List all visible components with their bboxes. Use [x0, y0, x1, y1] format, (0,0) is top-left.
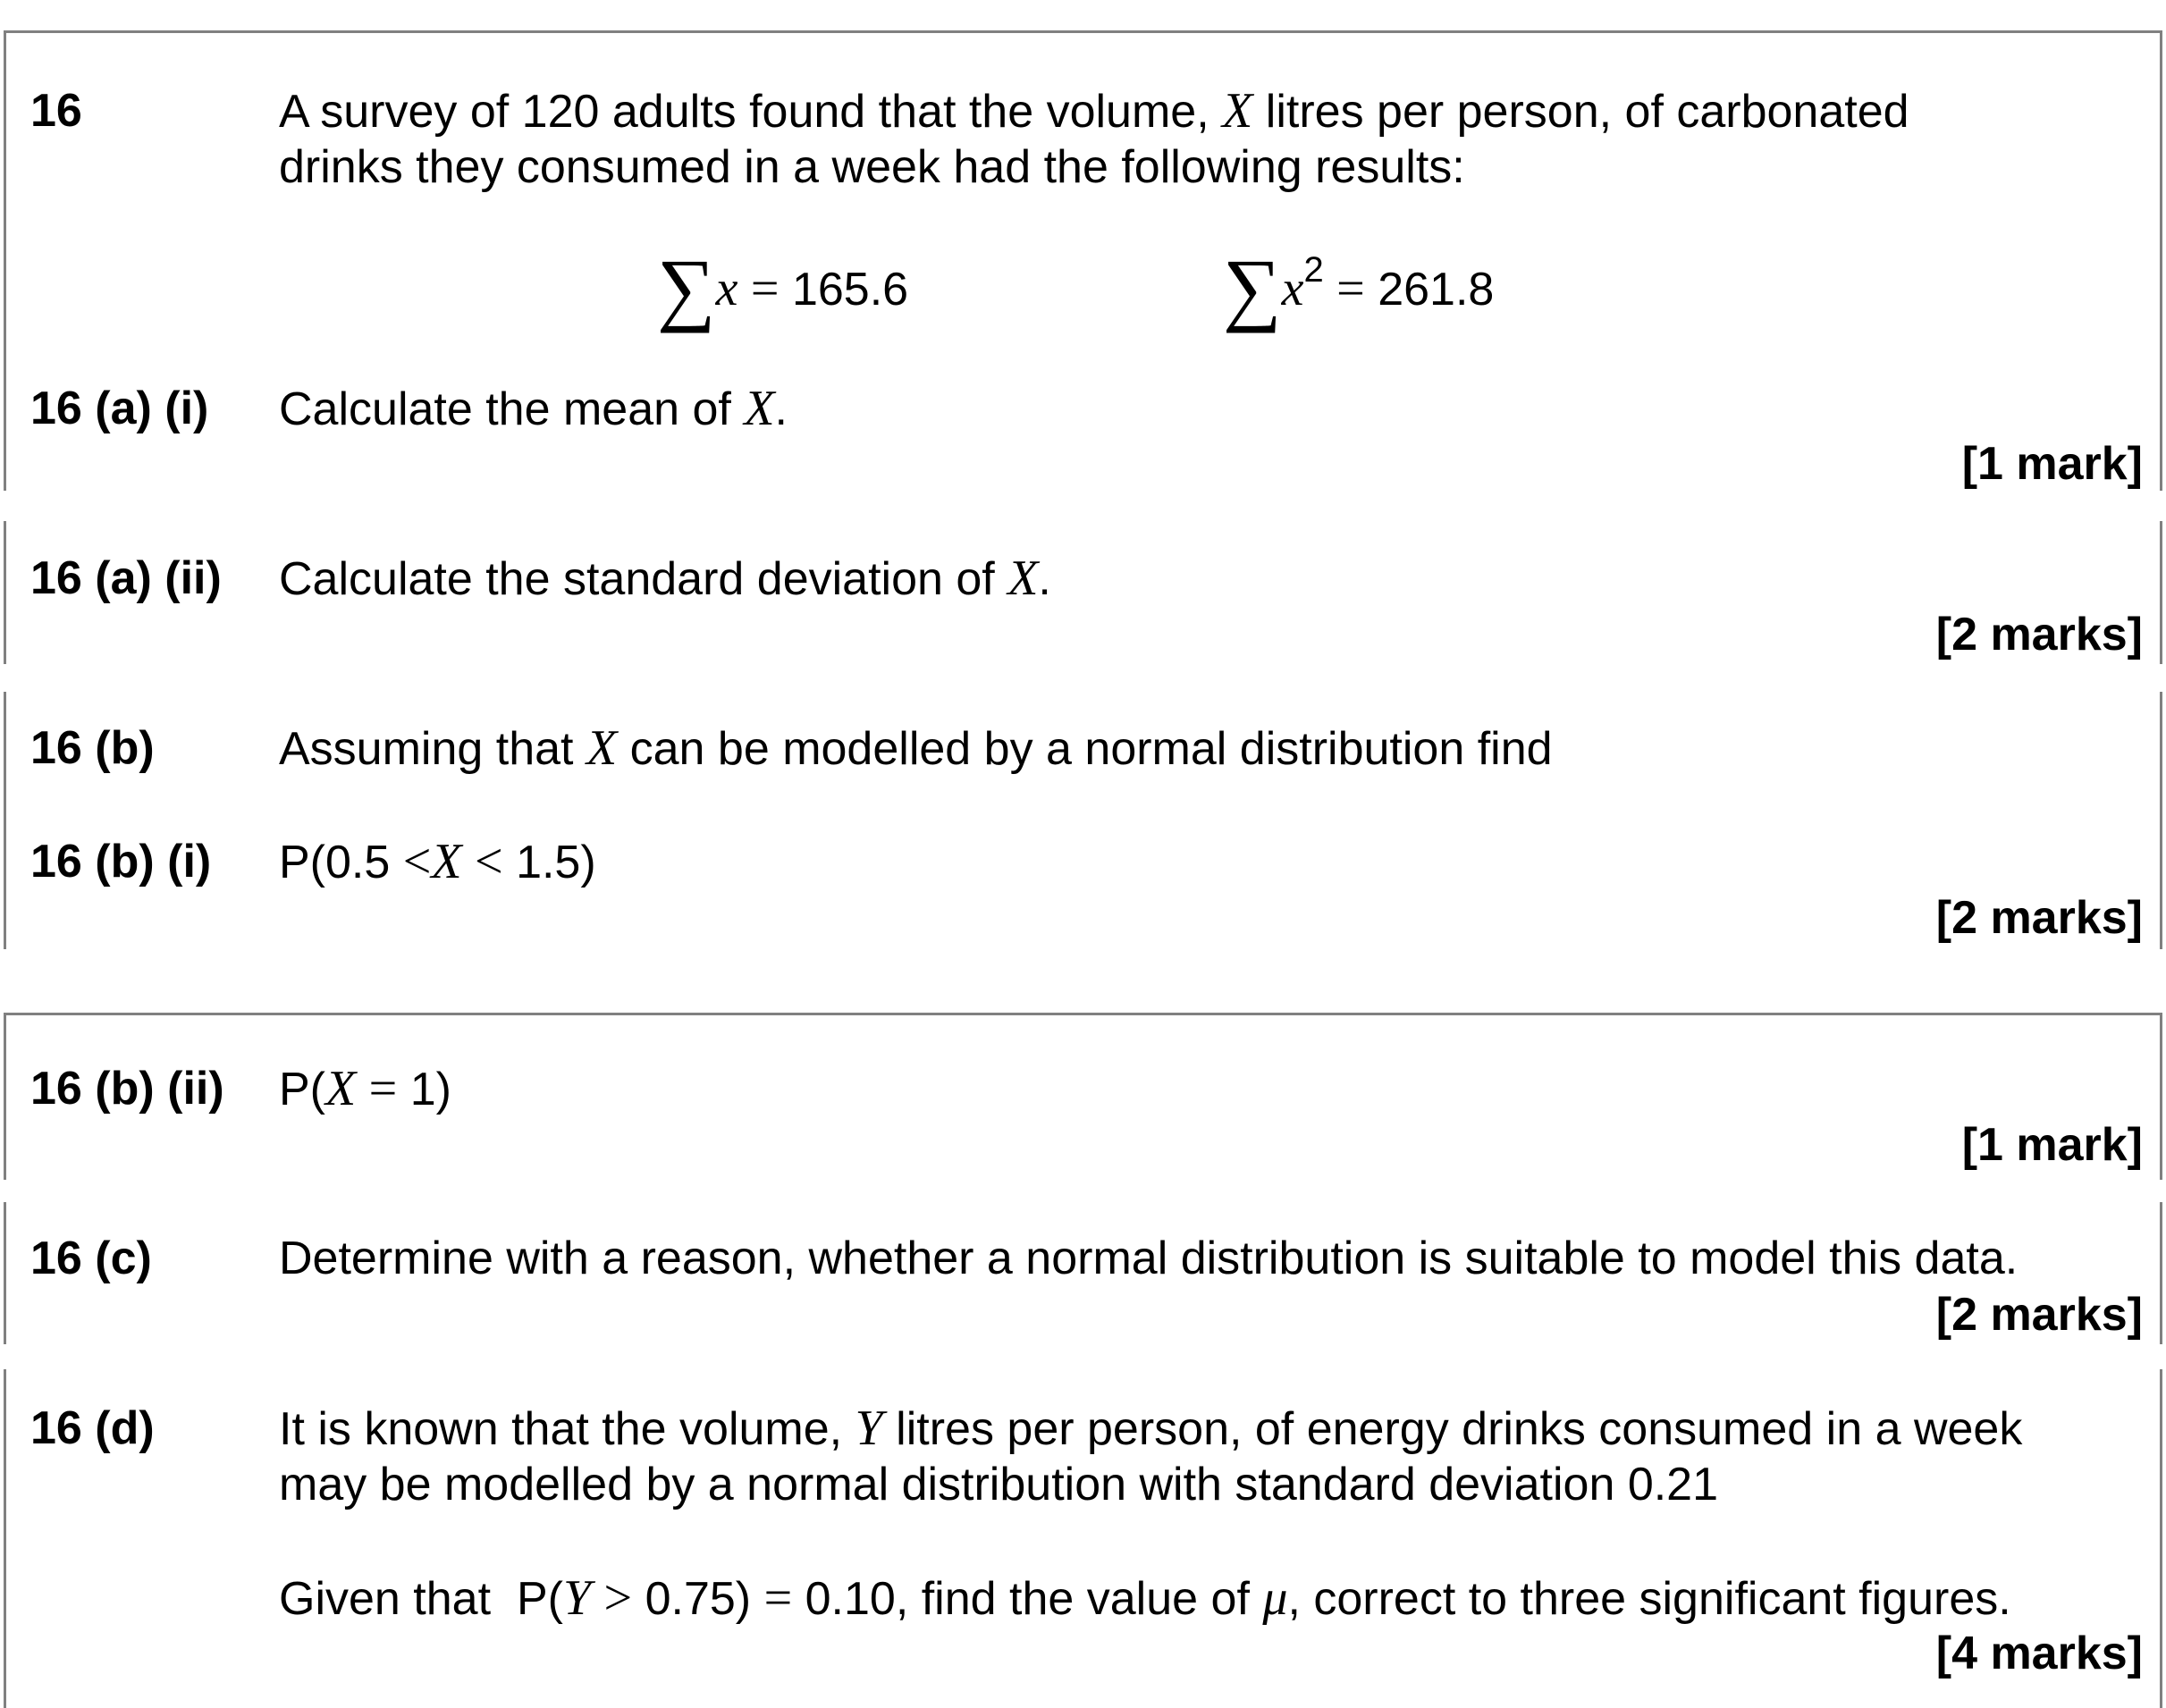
question-16b-ii-mark: [1 mark] [1961, 1119, 2143, 1171]
sum-x-squared-equation: $\sum x^2 = 261.8$ [1223, 242, 1495, 333]
mu-symbol: μ [1262, 1570, 1288, 1626]
box6-left-border [4, 1369, 6, 1708]
question-16a-ii-label: 16 (a) (ii) [30, 552, 222, 604]
box3-right-border [2160, 692, 2162, 949]
box2-right-border [2160, 521, 2162, 664]
question-16b-ii-text: P(X = 1) [279, 1061, 451, 1116]
box1-top-border [4, 30, 2162, 33]
question-16b-i-mark: [2 marks] [1935, 892, 2143, 944]
question-16c-mark: [2 marks] [1935, 1289, 2143, 1341]
box5-left-border [4, 1202, 6, 1344]
box1-left-border [4, 30, 6, 491]
question-16b-i-label: 16 (b) (i) [30, 836, 212, 888]
question-16b-text: Assuming that X can be modelled by a normal distribution find [279, 720, 1553, 776]
box4-left-border [4, 1013, 6, 1180]
question-16a-i-label: 16 (a) (i) [30, 383, 209, 434]
question-16a-ii-text: Calculate the standard deviation of X. [279, 551, 1051, 606]
question-16b-i-text: P(0.5 <X < 1.5) [279, 834, 596, 889]
question-16b-ii-label: 16 (b) (ii) [30, 1063, 224, 1115]
box1-right-border [2160, 30, 2162, 491]
question-16b-label: 16 (b) [30, 722, 155, 774]
question-16d-line2: may be modelled by a normal distribution with standard deviation 0.21 [279, 1459, 1719, 1510]
box4-top-border [4, 1013, 2162, 1015]
question-16-intro-line1: A survey of 120 adults found that the volume, X litres per person, of carbonated [279, 83, 1909, 139]
question-16-intro-line2: drinks they consumed in a week had the following results: [279, 141, 1465, 193]
question-16a-i-mark: [1 mark] [1961, 438, 2143, 490]
question-16-label: 16 [30, 85, 82, 137]
question-16d-line1: It is known that the volume, Y litres per person, of energy drinks consumed in a week [279, 1401, 2023, 1456]
question-16d-label: 16 (d) [30, 1402, 155, 1454]
box2-left-border [4, 521, 6, 664]
question-16a-ii-mark: [2 marks] [1935, 609, 2143, 660]
question-16d-mark: [4 marks] [1935, 1628, 2143, 1679]
box5-right-border [2160, 1202, 2162, 1344]
box3-left-border [4, 692, 6, 949]
question-16d-line3: Given that P(Y > 0.75) = 0.10, find the value of μ, correct to three significant figures. [279, 1570, 2011, 1626]
box6-right-border [2160, 1369, 2162, 1708]
question-16c-label: 16 (c) [30, 1233, 152, 1284]
question-16a-i-text: Calculate the mean of X. [279, 381, 788, 436]
question-16c-text: Determine with a reason, whether a normal distribution is suitable to model this data. [279, 1233, 2019, 1284]
box4-right-border [2160, 1013, 2162, 1180]
sum-x-equation: ∑x = 165.6 [657, 242, 909, 333]
